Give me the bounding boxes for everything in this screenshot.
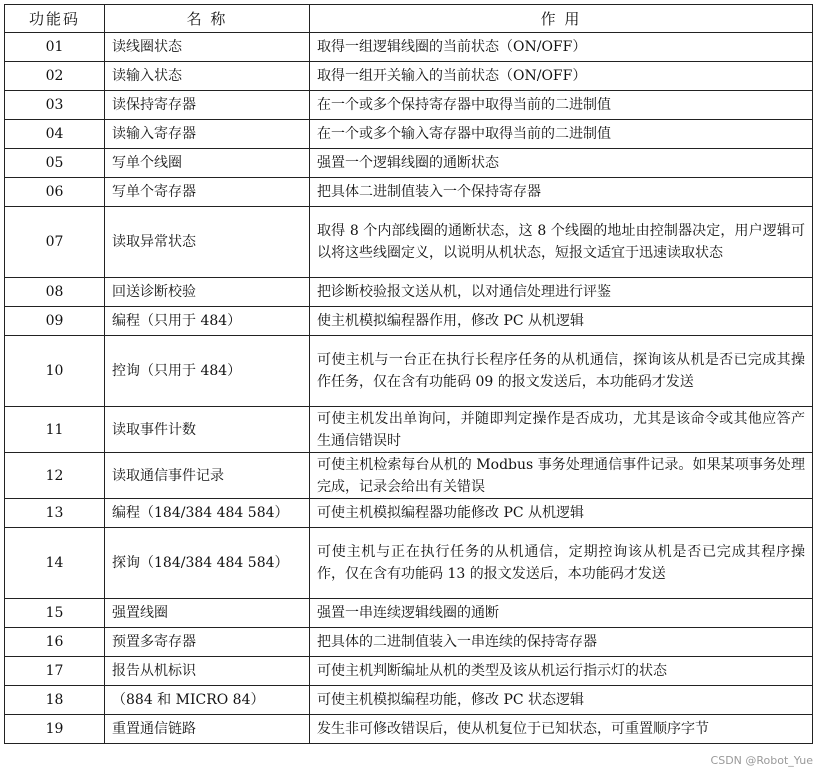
cell-function-code: 10 [5,336,105,407]
function-code-table [4,4,813,744]
header-function: 作 用 [310,5,813,33]
cell-function-code: 13 [5,499,105,528]
cell-function: 发生非可修改错误后，使从机复位于已知状态，可重置顺序字节 [310,715,813,744]
cell-function-code: 17 [5,657,105,686]
table-row [5,453,813,499]
cell-name: 预置多寄存器 [105,628,310,657]
table-row [5,336,813,407]
cell-name: 探询（184/384 484 584） [105,528,310,599]
cell-function-code: 08 [5,278,105,307]
table-row [5,91,813,120]
cell-function: 把具体二进制值装入一个保持寄存器 [310,178,813,207]
table-row [5,407,813,453]
table-row [5,599,813,628]
cell-function: 可使主机判断编址从机的类型及该从机运行指示灯的状态 [310,657,813,686]
header-function-code: 功能码 [5,5,105,33]
table-row [5,120,813,149]
cell-name: 写单个寄存器 [105,178,310,207]
cell-function: 强置一串连续逻辑线圈的通断 [310,599,813,628]
cell-name: 读取通信事件记录 [105,453,310,499]
cell-function: 取得 8 个内部线圈的通断状态，这 8 个线圈的地址由控制器决定，用户逻辑可以将这些线圈定义，以说明从机状态，短报文适宜于迅速读取状态 [310,207,813,278]
cell-function: 可使主机检索每台从机的 Modbus 事务处理通信事件记录。如果某项事务处理完成，记录会给出有关错误 [310,453,813,499]
cell-function: 可使主机发出单询问，并随即判定操作是否成功，尤其是该命令或其他应答产生通信错误时 [310,407,813,453]
cell-function-code: 07 [5,207,105,278]
cell-name: 报告从机标识 [105,657,310,686]
cell-function-code: 18 [5,686,105,715]
cell-function-code: 04 [5,120,105,149]
cell-name: （884 和 MICRO 84） [105,686,310,715]
table-body [5,33,813,744]
cell-name: 读保持寄存器 [105,91,310,120]
cell-name: 重置通信链路 [105,715,310,744]
table-row [5,715,813,744]
header-name: 名 称 [105,5,310,33]
cell-function-code: 06 [5,178,105,207]
watermark: CSDN @Robot_Yue [710,754,813,767]
cell-function: 取得一组开关输入的当前状态（ON/OFF） [310,62,813,91]
cell-function-code: 14 [5,528,105,599]
cell-name: 控询（只用于 484） [105,336,310,407]
cell-function: 把具体的二进制值装入一串连续的保持寄存器 [310,628,813,657]
table-row [5,178,813,207]
cell-name: 编程（只用于 484） [105,307,310,336]
cell-name: 编程（184/384 484 584） [105,499,310,528]
cell-function-code: 01 [5,33,105,62]
cell-function-code: 16 [5,628,105,657]
table-row [5,657,813,686]
cell-name: 强置线圈 [105,599,310,628]
cell-function: 可使主机模拟编程功能，修改 PC 状态逻辑 [310,686,813,715]
cell-function: 取得一组逻辑线圈的当前状态（ON/OFF） [310,33,813,62]
table-row [5,149,813,178]
cell-function: 在一个或多个输入寄存器中取得当前的二进制值 [310,120,813,149]
cell-function-code: 05 [5,149,105,178]
cell-function-code: 03 [5,91,105,120]
cell-function-code: 09 [5,307,105,336]
cell-name: 读输入状态 [105,62,310,91]
table-row [5,62,813,91]
table-row [5,528,813,599]
cell-function: 强置一个逻辑线圈的通断状态 [310,149,813,178]
cell-function-code: 19 [5,715,105,744]
table-row [5,499,813,528]
table-row [5,207,813,278]
cell-function-code: 11 [5,407,105,453]
table-row [5,686,813,715]
cell-function: 在一个或多个保持寄存器中取得当前的二进制值 [310,91,813,120]
table-row [5,628,813,657]
cell-function: 可使主机模拟编程器功能修改 PC 从机逻辑 [310,499,813,528]
cell-function: 可使主机与一台正在执行长程序任务的从机通信，探询该从机是否已完成其操作任务，仅在含有功能码 09 的报文发送后，本功能码才发送 [310,336,813,407]
cell-function: 可使主机与正在执行任务的从机通信，定期控询该从机是否已完成其程序操作，仅在含有功能码 13 的报文发送后，本功能码才发送 [310,528,813,599]
cell-name: 回送诊断校验 [105,278,310,307]
cell-name: 读取异常状态 [105,207,310,278]
cell-name: 读线圈状态 [105,33,310,62]
table-row [5,307,813,336]
table-row [5,33,813,62]
table-header-row [5,5,813,33]
cell-function: 把诊断校验报文送从机，以对通信处理进行评鉴 [310,278,813,307]
cell-function-code: 12 [5,453,105,499]
table-row [5,278,813,307]
cell-function: 使主机模拟编程器作用，修改 PC 从机逻辑 [310,307,813,336]
cell-function-code: 15 [5,599,105,628]
cell-function-code: 02 [5,62,105,91]
cell-name: 读取事件计数 [105,407,310,453]
cell-name: 写单个线圈 [105,149,310,178]
cell-name: 读输入寄存器 [105,120,310,149]
